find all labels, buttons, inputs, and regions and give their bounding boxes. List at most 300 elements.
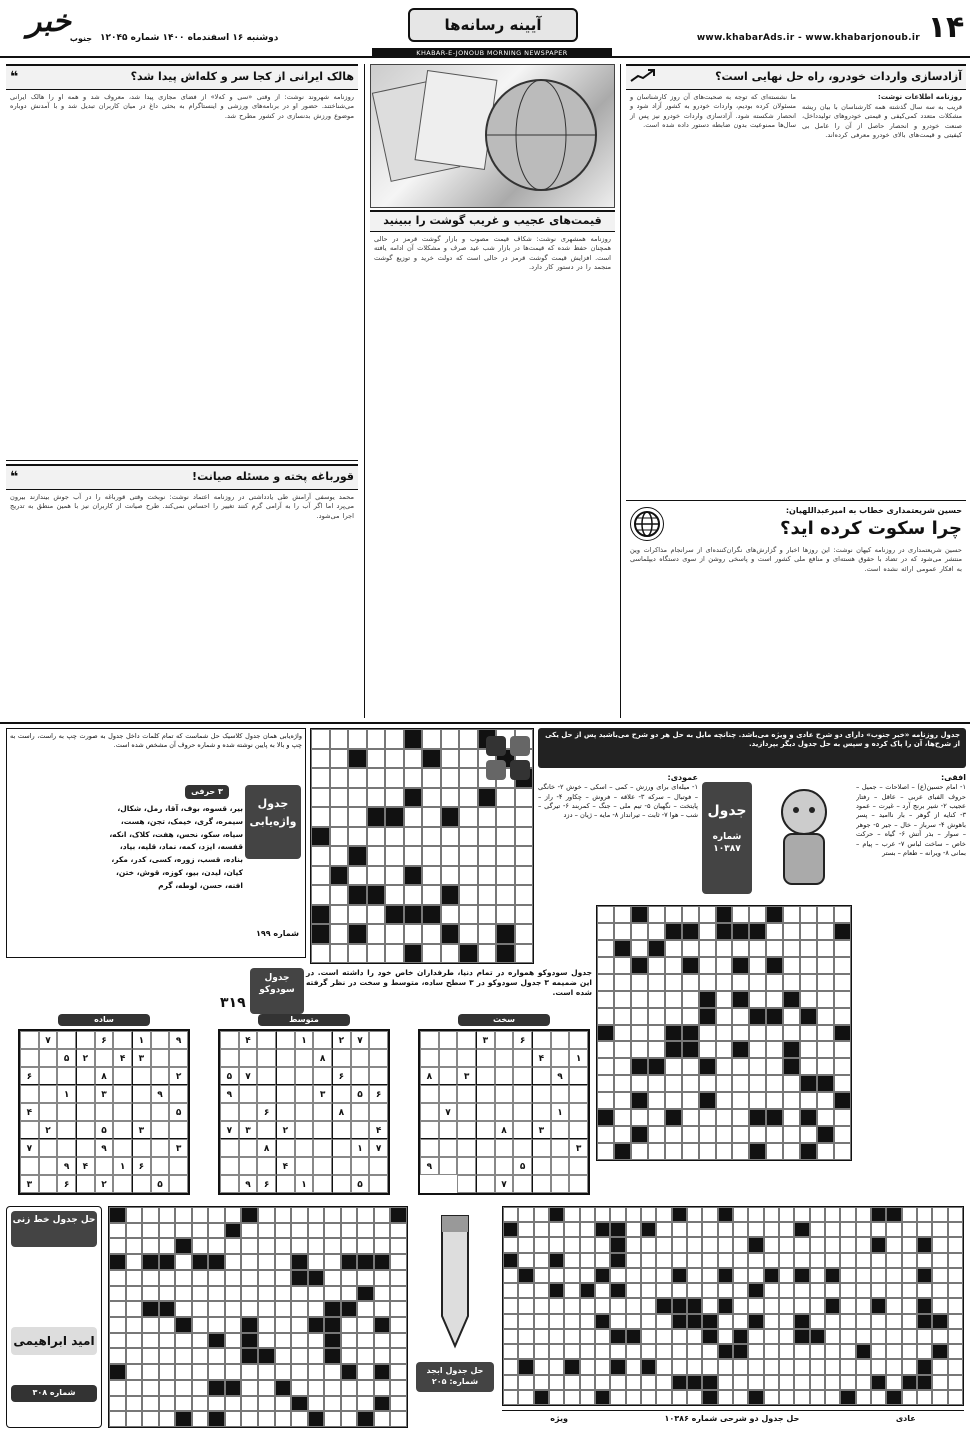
grid-cell[interactable]	[682, 1126, 699, 1143]
grid-cell[interactable]	[716, 1126, 733, 1143]
sudoku-cell[interactable]: ۳	[457, 1067, 476, 1085]
sudoku-cell[interactable]	[132, 1175, 151, 1193]
sudoku-cell[interactable]	[476, 1049, 495, 1067]
sudoku-cell[interactable]	[169, 1085, 188, 1103]
grid-cell[interactable]	[631, 923, 648, 940]
grid-cell[interactable]	[665, 906, 682, 923]
sudoku-cell[interactable]: ۳	[95, 1085, 114, 1103]
grid-cell[interactable]	[385, 885, 404, 905]
grid-cell[interactable]	[648, 957, 665, 974]
grid-cell[interactable]	[665, 923, 682, 940]
sudoku-cell[interactable]: ۹	[95, 1139, 114, 1157]
grid-cell[interactable]	[817, 1143, 834, 1160]
grid-cell[interactable]	[404, 905, 423, 925]
grid-cell[interactable]	[800, 1075, 817, 1092]
grid-cell[interactable]	[614, 940, 631, 957]
grid-cell[interactable]	[496, 866, 515, 886]
sudoku-cell[interactable]	[113, 1139, 132, 1157]
sudoku-cell[interactable]: ۴	[276, 1157, 295, 1175]
sudoku-cell[interactable]	[332, 1049, 351, 1067]
sudoku-cell[interactable]	[476, 1067, 495, 1085]
sudoku-cell[interactable]	[420, 1103, 439, 1121]
grid-cell[interactable]	[699, 906, 716, 923]
grid-cell[interactable]	[732, 1058, 749, 1075]
grid-cell[interactable]	[422, 749, 441, 769]
grid-cell[interactable]	[631, 1025, 648, 1042]
grid-cell[interactable]	[311, 905, 330, 925]
sudoku-cell[interactable]: ۱	[551, 1103, 570, 1121]
grid-cell[interactable]	[817, 923, 834, 940]
grid-cell[interactable]	[716, 1058, 733, 1075]
grid-cell[interactable]	[682, 923, 699, 940]
grid-cell[interactable]	[385, 866, 404, 886]
grid-cell[interactable]	[614, 1126, 631, 1143]
sudoku-cell[interactable]	[495, 1139, 514, 1157]
sudoku-cell[interactable]	[532, 1067, 551, 1085]
grid-cell[interactable]	[834, 1109, 851, 1126]
sudoku-cell[interactable]	[420, 1049, 439, 1067]
sudoku-cell[interactable]: ۴	[239, 1031, 258, 1049]
grid-cell[interactable]	[749, 1126, 766, 1143]
sudoku-cell[interactable]	[569, 1031, 588, 1049]
grid-cell[interactable]	[699, 957, 716, 974]
grid-cell[interactable]	[699, 1041, 716, 1058]
grid-cell[interactable]	[665, 1075, 682, 1092]
sudoku-cell[interactable]	[20, 1031, 39, 1049]
sudoku-cell[interactable]	[151, 1103, 170, 1121]
grid-cell[interactable]	[749, 1058, 766, 1075]
sudoku-cell[interactable]: ۶	[332, 1067, 351, 1085]
sudoku-cell[interactable]	[295, 1067, 314, 1085]
sudoku-cell[interactable]	[220, 1157, 239, 1175]
sudoku-cell[interactable]: ۶	[20, 1067, 39, 1085]
grid-cell[interactable]	[459, 768, 478, 788]
grid-cell[interactable]	[348, 788, 367, 808]
sudoku-cell[interactable]	[532, 1031, 551, 1049]
grid-cell[interactable]	[385, 846, 404, 866]
grid-cell[interactable]	[834, 991, 851, 1008]
grid-cell[interactable]	[348, 749, 367, 769]
grid-cell[interactable]	[665, 1025, 682, 1042]
sudoku-cell[interactable]	[76, 1121, 95, 1139]
grid-cell[interactable]	[800, 923, 817, 940]
grid-cell[interactable]	[614, 957, 631, 974]
sudoku-cell[interactable]: ۲	[169, 1067, 188, 1085]
grid-cell[interactable]	[496, 807, 515, 827]
grid-cell[interactable]	[648, 906, 665, 923]
grid-cell[interactable]	[631, 957, 648, 974]
sudoku-cell[interactable]	[257, 1121, 276, 1139]
grid-cell[interactable]	[817, 1025, 834, 1042]
sudoku-cell[interactable]	[95, 1157, 114, 1175]
grid-cell[interactable]	[665, 991, 682, 1008]
sudoku-medium-grid[interactable]	[218, 1029, 390, 1195]
sudoku-cell[interactable]	[295, 1139, 314, 1157]
grid-cell[interactable]	[367, 827, 386, 847]
grid-cell[interactable]	[404, 944, 423, 964]
sudoku-cell[interactable]: ۸	[313, 1049, 332, 1067]
grid-cell[interactable]	[496, 924, 515, 944]
grid-cell[interactable]	[766, 1058, 783, 1075]
grid-cell[interactable]	[834, 1126, 851, 1143]
grid-cell[interactable]	[783, 957, 800, 974]
sudoku-cell[interactable]	[39, 1085, 58, 1103]
sudoku-cell[interactable]	[57, 1067, 76, 1085]
sudoku-easy-grid[interactable]	[18, 1029, 190, 1195]
grid-cell[interactable]	[441, 807, 460, 827]
grid-cell[interactable]	[699, 1075, 716, 1092]
grid-cell[interactable]	[682, 1092, 699, 1109]
sudoku-cell[interactable]	[220, 1139, 239, 1157]
sudoku-cell[interactable]	[39, 1049, 58, 1067]
grid-cell[interactable]	[367, 807, 386, 827]
sudoku-cell[interactable]	[151, 1121, 170, 1139]
grid-cell[interactable]	[367, 846, 386, 866]
grid-cell[interactable]	[422, 768, 441, 788]
grid-cell[interactable]	[665, 940, 682, 957]
grid-cell[interactable]	[348, 866, 367, 886]
grid-cell[interactable]	[422, 905, 441, 925]
grid-cell[interactable]	[648, 1109, 665, 1126]
grid-cell[interactable]	[385, 749, 404, 769]
sudoku-cell[interactable]	[220, 1103, 239, 1121]
sudoku-cell[interactable]	[295, 1103, 314, 1121]
grid-cell[interactable]	[330, 788, 349, 808]
grid-cell[interactable]	[441, 944, 460, 964]
grid-cell[interactable]	[631, 1008, 648, 1025]
grid-cell[interactable]	[311, 768, 330, 788]
grid-cell[interactable]	[834, 940, 851, 957]
sudoku-cell[interactable]	[276, 1031, 295, 1049]
grid-cell[interactable]	[385, 905, 404, 925]
sudoku-cell[interactable]	[551, 1121, 570, 1139]
grid-cell[interactable]	[404, 749, 423, 769]
grid-cell[interactable]	[732, 1126, 749, 1143]
sudoku-cell[interactable]	[276, 1067, 295, 1085]
grid-cell[interactable]	[422, 729, 441, 749]
grid-cell[interactable]	[367, 944, 386, 964]
grid-cell[interactable]	[631, 906, 648, 923]
grid-cell[interactable]	[716, 1109, 733, 1126]
grid-cell[interactable]	[496, 846, 515, 866]
grid-cell[interactable]	[348, 729, 367, 749]
sudoku-cell[interactable]: ۴	[20, 1103, 39, 1121]
sudoku-cell[interactable]	[513, 1103, 532, 1121]
sudoku-cell[interactable]	[495, 1103, 514, 1121]
grid-cell[interactable]	[422, 827, 441, 847]
grid-cell[interactable]	[597, 957, 614, 974]
grid-cell[interactable]	[749, 1109, 766, 1126]
grid-cell[interactable]	[834, 1092, 851, 1109]
sudoku-cell[interactable]: ۲	[39, 1121, 58, 1139]
grid-cell[interactable]	[817, 1008, 834, 1025]
grid-cell[interactable]	[665, 1041, 682, 1058]
grid-cell[interactable]	[631, 940, 648, 957]
sudoku-cell[interactable]	[513, 1085, 532, 1103]
sudoku-cell[interactable]: ۱	[113, 1157, 132, 1175]
sudoku-cell[interactable]	[220, 1175, 239, 1193]
grid-cell[interactable]	[348, 768, 367, 788]
grid-cell[interactable]	[817, 1126, 834, 1143]
sudoku-cell[interactable]: ۶	[132, 1157, 151, 1175]
sudoku-cell[interactable]	[295, 1085, 314, 1103]
sudoku-cell[interactable]: ۱	[295, 1175, 314, 1193]
grid-cell[interactable]	[631, 1075, 648, 1092]
sudoku-cell[interactable]	[332, 1157, 351, 1175]
sudoku-cell[interactable]: ۹	[420, 1157, 439, 1175]
sudoku-cell[interactable]	[351, 1121, 370, 1139]
grid-cell[interactable]	[783, 1143, 800, 1160]
sudoku-cell[interactable]: ۸	[332, 1103, 351, 1121]
grid-cell[interactable]	[385, 944, 404, 964]
grid-cell[interactable]	[385, 924, 404, 944]
grid-cell[interactable]	[367, 768, 386, 788]
sudoku-cell[interactable]: ۱	[569, 1049, 588, 1067]
sudoku-cell[interactable]	[420, 1139, 439, 1157]
sudoku-cell[interactable]	[439, 1139, 458, 1157]
sudoku-cell[interactable]	[239, 1103, 258, 1121]
sudoku-cell[interactable]	[476, 1103, 495, 1121]
grid-cell[interactable]	[648, 991, 665, 1008]
sudoku-cell[interactable]	[439, 1085, 458, 1103]
sudoku-cell[interactable]	[551, 1049, 570, 1067]
grid-cell[interactable]	[515, 788, 534, 808]
sudoku-cell[interactable]	[569, 1175, 588, 1193]
grid-cell[interactable]	[682, 1109, 699, 1126]
grid-cell[interactable]	[478, 885, 497, 905]
sudoku-cell[interactable]	[295, 1049, 314, 1067]
grid-cell[interactable]	[817, 1092, 834, 1109]
grid-cell[interactable]	[367, 885, 386, 905]
grid-cell[interactable]	[404, 827, 423, 847]
grid-cell[interactable]	[732, 906, 749, 923]
sudoku-cell[interactable]	[95, 1103, 114, 1121]
sudoku-cell[interactable]	[20, 1049, 39, 1067]
grid-cell[interactable]	[330, 944, 349, 964]
grid-cell[interactable]	[732, 1008, 749, 1025]
sudoku-cell[interactable]: ۴	[369, 1121, 388, 1139]
grid-cell[interactable]	[817, 940, 834, 957]
sudoku-cell[interactable]: ۹	[239, 1175, 258, 1193]
grid-cell[interactable]	[478, 866, 497, 886]
grid-cell[interactable]	[385, 807, 404, 827]
grid-cell[interactable]	[749, 1025, 766, 1042]
sudoku-cell[interactable]	[239, 1157, 258, 1175]
grid-cell[interactable]	[311, 924, 330, 944]
grid-cell[interactable]	[404, 924, 423, 944]
sudoku-cell[interactable]	[369, 1175, 388, 1193]
grid-cell[interactable]	[385, 827, 404, 847]
grid-cell[interactable]	[800, 1025, 817, 1042]
sudoku-cell[interactable]	[439, 1121, 458, 1139]
sudoku-cell[interactable]	[239, 1139, 258, 1157]
sudoku-cell[interactable]: ۵	[351, 1085, 370, 1103]
sudoku-cell[interactable]	[476, 1121, 495, 1139]
sudoku-cell[interactable]: ۷	[239, 1067, 258, 1085]
sudoku-cell[interactable]	[257, 1049, 276, 1067]
grid-cell[interactable]	[367, 905, 386, 925]
grid-cell[interactable]	[404, 788, 423, 808]
grid-cell[interactable]	[597, 923, 614, 940]
sudoku-cell[interactable]: ۷	[20, 1139, 39, 1157]
sudoku-cell[interactable]	[169, 1049, 188, 1067]
grid-cell[interactable]	[348, 944, 367, 964]
grid-cell[interactable]	[732, 991, 749, 1008]
sudoku-cell[interactable]: ۹	[151, 1085, 170, 1103]
grid-cell[interactable]	[515, 885, 534, 905]
grid-cell[interactable]	[648, 1143, 665, 1160]
grid-cell[interactable]	[459, 807, 478, 827]
grid-cell[interactable]	[478, 944, 497, 964]
grid-cell[interactable]	[766, 1126, 783, 1143]
sudoku-cell[interactable]: ۹	[57, 1157, 76, 1175]
grid-cell[interactable]	[783, 974, 800, 991]
grid-cell[interactable]	[732, 1143, 749, 1160]
grid-cell[interactable]	[367, 749, 386, 769]
grid-cell[interactable]	[330, 905, 349, 925]
grid-cell[interactable]	[766, 957, 783, 974]
grid-cell[interactable]	[515, 807, 534, 827]
sudoku-cell[interactable]	[476, 1139, 495, 1157]
grid-cell[interactable]	[682, 906, 699, 923]
sudoku-cell[interactable]: ۵	[513, 1157, 532, 1175]
grid-cell[interactable]	[766, 906, 783, 923]
sudoku-cell[interactable]	[551, 1175, 570, 1193]
grid-cell[interactable]	[732, 1075, 749, 1092]
sudoku-cell[interactable]	[313, 1067, 332, 1085]
sudoku-cell[interactable]	[495, 1157, 514, 1175]
sudoku-cell[interactable]	[351, 1157, 370, 1175]
sudoku-cell[interactable]	[513, 1121, 532, 1139]
grid-cell[interactable]	[648, 1126, 665, 1143]
sudoku-cell[interactable]	[551, 1031, 570, 1049]
sudoku-cell[interactable]	[369, 1103, 388, 1121]
grid-cell[interactable]	[648, 940, 665, 957]
sudoku-cell[interactable]	[351, 1067, 370, 1085]
grid-cell[interactable]	[597, 906, 614, 923]
grid-cell[interactable]	[631, 974, 648, 991]
sudoku-cell[interactable]	[351, 1049, 370, 1067]
grid-cell[interactable]	[597, 1092, 614, 1109]
sudoku-cell[interactable]: ۱	[295, 1031, 314, 1049]
sudoku-cell[interactable]	[569, 1103, 588, 1121]
grid-cell[interactable]	[459, 866, 478, 886]
sudoku-cell[interactable]: ۵	[351, 1175, 370, 1193]
sudoku-cell[interactable]	[169, 1175, 188, 1193]
sudoku-cell[interactable]: ۳	[132, 1121, 151, 1139]
grid-cell[interactable]	[716, 957, 733, 974]
sudoku-cell[interactable]	[313, 1121, 332, 1139]
grid-cell[interactable]	[732, 974, 749, 991]
sudoku-cell[interactable]: ۷	[220, 1121, 239, 1139]
sudoku-cell[interactable]: ۶	[513, 1031, 532, 1049]
sudoku-cell[interactable]	[113, 1103, 132, 1121]
sudoku-cell[interactable]	[151, 1067, 170, 1085]
sudoku-cell[interactable]	[276, 1049, 295, 1067]
grid-cell[interactable]	[597, 1008, 614, 1025]
grid-cell[interactable]	[422, 885, 441, 905]
sudoku-cell[interactable]: ۴	[113, 1049, 132, 1067]
sudoku-cell[interactable]	[39, 1139, 58, 1157]
sudoku-cell[interactable]	[57, 1103, 76, 1121]
grid-cell[interactable]	[515, 905, 534, 925]
grid-cell[interactable]	[459, 749, 478, 769]
grid-cell[interactable]	[665, 1008, 682, 1025]
grid-cell[interactable]	[614, 1075, 631, 1092]
grid-cell[interactable]	[682, 1025, 699, 1042]
sudoku-cell[interactable]	[476, 1085, 495, 1103]
grid-cell[interactable]	[732, 940, 749, 957]
grid-cell[interactable]	[749, 1075, 766, 1092]
grid-cell[interactable]	[716, 923, 733, 940]
grid-cell[interactable]	[422, 846, 441, 866]
grid-cell[interactable]	[631, 1092, 648, 1109]
grid-cell[interactable]	[783, 1025, 800, 1042]
grid-cell[interactable]	[749, 923, 766, 940]
grid-cell[interactable]	[311, 846, 330, 866]
sudoku-cell[interactable]: ۳	[132, 1049, 151, 1067]
sudoku-cell[interactable]: ۳	[569, 1139, 588, 1157]
sudoku-cell[interactable]	[513, 1049, 532, 1067]
sudoku-cell[interactable]	[369, 1067, 388, 1085]
sudoku-cell[interactable]	[457, 1121, 476, 1139]
sudoku-cell[interactable]	[532, 1139, 551, 1157]
grid-cell[interactable]	[834, 1143, 851, 1160]
sudoku-cell[interactable]	[495, 1049, 514, 1067]
grid-cell[interactable]	[597, 1126, 614, 1143]
sudoku-cell[interactable]	[457, 1139, 476, 1157]
sudoku-cell[interactable]: ۷	[495, 1175, 514, 1193]
sudoku-cell[interactable]: ۲	[276, 1121, 295, 1139]
grid-cell[interactable]	[311, 788, 330, 808]
grid-cell[interactable]	[834, 1025, 851, 1042]
sudoku-cell[interactable]	[39, 1175, 58, 1193]
sudoku-cell[interactable]	[532, 1103, 551, 1121]
sudoku-cell[interactable]	[332, 1085, 351, 1103]
grid-cell[interactable]	[614, 974, 631, 991]
grid-cell[interactable]	[311, 749, 330, 769]
sudoku-cell[interactable]: ۷	[39, 1031, 58, 1049]
grid-cell[interactable]	[478, 788, 497, 808]
grid-cell[interactable]	[367, 924, 386, 944]
sudoku-cell[interactable]: ۳	[20, 1175, 39, 1193]
grid-cell[interactable]	[783, 1092, 800, 1109]
sudoku-cell[interactable]	[532, 1085, 551, 1103]
sudoku-cell[interactable]	[495, 1085, 514, 1103]
sudoku-cell[interactable]	[439, 1067, 458, 1085]
sudoku-cell[interactable]	[313, 1175, 332, 1193]
grid-cell[interactable]	[515, 924, 534, 944]
grid-cell[interactable]	[800, 957, 817, 974]
grid-cell[interactable]	[367, 729, 386, 749]
grid-cell[interactable]	[834, 1041, 851, 1058]
grid-cell[interactable]	[614, 991, 631, 1008]
sudoku-cell[interactable]	[132, 1103, 151, 1121]
grid-cell[interactable]	[749, 991, 766, 1008]
grid-cell[interactable]	[699, 1126, 716, 1143]
sudoku-cell[interactable]	[569, 1067, 588, 1085]
sudoku-cell[interactable]: ۵	[220, 1067, 239, 1085]
grid-cell[interactable]	[834, 1075, 851, 1092]
grid-cell[interactable]	[597, 1143, 614, 1160]
sudoku-cell[interactable]	[151, 1031, 170, 1049]
grid-cell[interactable]	[614, 1041, 631, 1058]
grid-cell[interactable]	[783, 906, 800, 923]
grid-cell[interactable]	[732, 1041, 749, 1058]
grid-cell[interactable]	[766, 991, 783, 1008]
grid-cell[interactable]	[459, 944, 478, 964]
sudoku-cell[interactable]	[513, 1139, 532, 1157]
